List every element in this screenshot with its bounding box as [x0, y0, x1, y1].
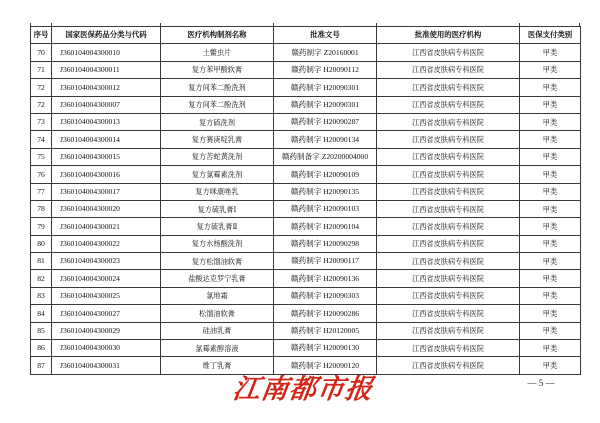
cell-category: 甲类 [520, 79, 581, 96]
table-row [31, 200, 581, 217]
cell-code: J360104004300007 [52, 96, 161, 113]
cell-institution: 江西省皮肤病专科医院 [377, 44, 520, 61]
cell-institution: 江西省皮肤病专科医院 [377, 61, 520, 78]
cell-approval: 赣药制字 H20090130 [274, 340, 377, 357]
table-body [31, 44, 581, 374]
cell-category: 甲类 [520, 44, 581, 61]
table-row [31, 79, 581, 96]
cell-no: 87 [31, 357, 52, 374]
cell-category: 甲类 [520, 305, 581, 322]
table-row [31, 235, 581, 252]
cell-no: 78 [31, 200, 52, 217]
cell-code: J360104004300013 [52, 113, 161, 130]
cell-approval: 赣药制字 H20090103 [274, 200, 377, 217]
table-header-row [31, 27, 581, 44]
cell-name: 复方硫洗剂 [161, 113, 274, 130]
cell-no: 79 [31, 218, 52, 235]
cell-code: J360104004300015 [52, 148, 161, 165]
cell-name: 氯地霜 [161, 287, 274, 304]
header-name: 医疗机构制剂名称 [161, 27, 274, 44]
cell-name: 复方水杨酸洗剂 [161, 235, 274, 252]
cell-institution: 江西省皮肤病专科医院 [377, 113, 520, 130]
cell-no: 70 [31, 44, 52, 61]
cell-code: J360104004300024 [52, 270, 161, 287]
cell-institution: 江西省皮肤病专科医院 [377, 287, 520, 304]
cell-no: 82 [31, 270, 52, 287]
page-number: — 5 — [527, 378, 555, 388]
cell-code: J360104004300021 [52, 218, 161, 235]
cell-approval: 赣药制字 H20090301 [274, 79, 377, 96]
cell-institution: 江西省皮肤病专科医院 [377, 270, 520, 287]
table-row [31, 183, 581, 200]
cell-name: 氯霉素醇溶液 [161, 340, 274, 357]
cell-name: 复方硫乳膏Ⅰ [161, 200, 274, 217]
table-row [31, 340, 581, 357]
cell-name: 复方硫乳膏Ⅱ [161, 218, 274, 235]
cell-institution: 江西省皮肤病专科医院 [377, 183, 520, 200]
cell-no: 86 [31, 340, 52, 357]
table-row [31, 61, 581, 78]
table-row [31, 131, 581, 148]
cell-name: 硅油乳膏 [161, 322, 274, 339]
cell-name: 复方间苯二酚洗剂 [161, 79, 274, 96]
cell-approval: 赣药制字 Z20160001 [274, 44, 377, 61]
cell-category: 甲类 [520, 166, 581, 183]
table-row [31, 218, 581, 235]
cell-no: 72 [31, 96, 52, 113]
newspaper-logo: 江南都市报 [230, 374, 376, 405]
cell-institution: 江西省皮肤病专科医院 [377, 218, 520, 235]
cell-code: J360104004300027 [52, 305, 161, 322]
cell-no: 74 [31, 131, 52, 148]
table-row [31, 148, 581, 165]
cell-category: 甲类 [520, 183, 581, 200]
cell-institution: 江西省皮肤病专科医院 [377, 235, 520, 252]
cell-category: 甲类 [520, 322, 581, 339]
cell-approval: 赣药制字 H20090301 [274, 96, 377, 113]
cell-institution: 江西省皮肤病专科医院 [377, 340, 520, 357]
cell-category: 甲类 [520, 113, 581, 130]
table-row [31, 253, 581, 270]
cell-approval: 赣药制字 H20090135 [274, 183, 377, 200]
cell-category: 甲类 [520, 253, 581, 270]
cell-code: J360104004300022 [52, 235, 161, 252]
cell-approval: 赣药制字 H20090117 [274, 253, 377, 270]
cell-category: 甲类 [520, 270, 581, 287]
table-row [31, 96, 581, 113]
cell-name: 盐酸达克罗宁乳膏 [161, 270, 274, 287]
cell-code: J360104004300023 [52, 253, 161, 270]
cell-name: 土鳖虫片 [161, 44, 274, 61]
cell-name: 复方赛庚啶乳膏 [161, 131, 274, 148]
cell-approval: 赣药制字 H20090303 [274, 287, 377, 304]
cell-code: J360104004300020 [52, 200, 161, 217]
cell-code: J360104004300012 [52, 79, 161, 96]
cell-institution: 江西省皮肤病专科医院 [377, 357, 520, 374]
cell-name: 复方间苯二酚洗剂 [161, 96, 274, 113]
cell-approval: 赣药制字 H20090109 [274, 166, 377, 183]
cell-code: J360104004300014 [52, 131, 161, 148]
table-row [31, 322, 581, 339]
cell-name: 复方苯甲酸软膏 [161, 61, 274, 78]
cell-name: 维丁乳膏 [161, 357, 274, 374]
cell-category: 甲类 [520, 61, 581, 78]
header-no: 序号 [31, 27, 52, 44]
cell-code: J360104004300029 [52, 322, 161, 339]
cell-name: 松馏油软膏 [161, 305, 274, 322]
cell-name: 复方氯霉素洗剂 [161, 166, 274, 183]
cell-institution: 江西省皮肤病专科医院 [377, 322, 520, 339]
cell-no: 84 [31, 305, 52, 322]
cell-approval: 赣药制备字 Z20200004000 [274, 148, 377, 165]
cell-code: J360104004300011 [52, 61, 161, 78]
cell-institution: 江西省皮肤病专科医院 [377, 96, 520, 113]
table-row [31, 166, 581, 183]
cell-no: 71 [31, 61, 52, 78]
cell-approval: 赣药制字 H20120005 [274, 322, 377, 339]
cell-no: 83 [31, 287, 52, 304]
cell-no: 85 [31, 322, 52, 339]
cell-code: J360104004300010 [52, 44, 161, 61]
cell-approval: 赣药制字 H20090287 [274, 113, 377, 130]
cell-no: 80 [31, 235, 52, 252]
cell-institution: 江西省皮肤病专科医院 [377, 253, 520, 270]
header-code: 国家医保药品分类与代码 [52, 27, 161, 44]
table-row [31, 305, 581, 322]
table-row [31, 357, 581, 374]
drug-catalog-table [30, 26, 581, 375]
header-institution: 批准使用的医疗机构 [377, 27, 520, 44]
header-approval: 批准文号 [274, 27, 377, 44]
cell-no: 72 [31, 79, 52, 96]
cell-no: 76 [31, 166, 52, 183]
cell-code: J360104004300031 [52, 357, 161, 374]
cell-category: 甲类 [520, 148, 581, 165]
cell-category: 甲类 [520, 131, 581, 148]
cell-institution: 江西省皮肤病专科医院 [377, 131, 520, 148]
cell-approval: 赣药制字 H20090104 [274, 218, 377, 235]
cell-institution: 江西省皮肤病专科医院 [377, 148, 520, 165]
cell-category: 甲类 [520, 357, 581, 374]
cell-institution: 江西省皮肤病专科医院 [377, 166, 520, 183]
cell-no: 75 [31, 148, 52, 165]
cell-approval: 赣药制字 H20090112 [274, 61, 377, 78]
cell-category: 甲类 [520, 287, 581, 304]
table-row [31, 287, 581, 304]
cell-no: 77 [31, 183, 52, 200]
cell-approval: 赣药制字 H20090136 [274, 270, 377, 287]
table-row [31, 44, 581, 61]
cell-category: 甲类 [520, 96, 581, 113]
cell-institution: 江西省皮肤病专科医院 [377, 200, 520, 217]
table-row [31, 270, 581, 287]
cell-category: 甲类 [520, 340, 581, 357]
cell-institution: 江西省皮肤病专科医院 [377, 305, 520, 322]
cell-no: 81 [31, 253, 52, 270]
header-category: 医保支付类别 [520, 27, 581, 44]
cell-institution: 江西省皮肤病专科医院 [377, 79, 520, 96]
cell-approval: 赣药制字 H20090298 [274, 235, 377, 252]
table-row [31, 113, 581, 130]
cell-approval: 赣药制字 H20090286 [274, 305, 377, 322]
cell-name: 复方松馏油软膏 [161, 253, 274, 270]
cell-approval: 赣药制字 H20090134 [274, 131, 377, 148]
cell-code: J360104004300030 [52, 340, 161, 357]
cell-approval: 赣药制字 H20090120 [274, 357, 377, 374]
cell-code: J360104004300017 [52, 183, 161, 200]
cell-category: 甲类 [520, 218, 581, 235]
cell-category: 甲类 [520, 235, 581, 252]
cell-code: J360104004300016 [52, 166, 161, 183]
cell-name: 复方咪康唑乳 [161, 183, 274, 200]
cell-no: 73 [31, 113, 52, 130]
cell-code: J360104004300025 [52, 287, 161, 304]
cell-category: 甲类 [520, 200, 581, 217]
cell-name: 复方苦蛇黄洗剂 [161, 148, 274, 165]
